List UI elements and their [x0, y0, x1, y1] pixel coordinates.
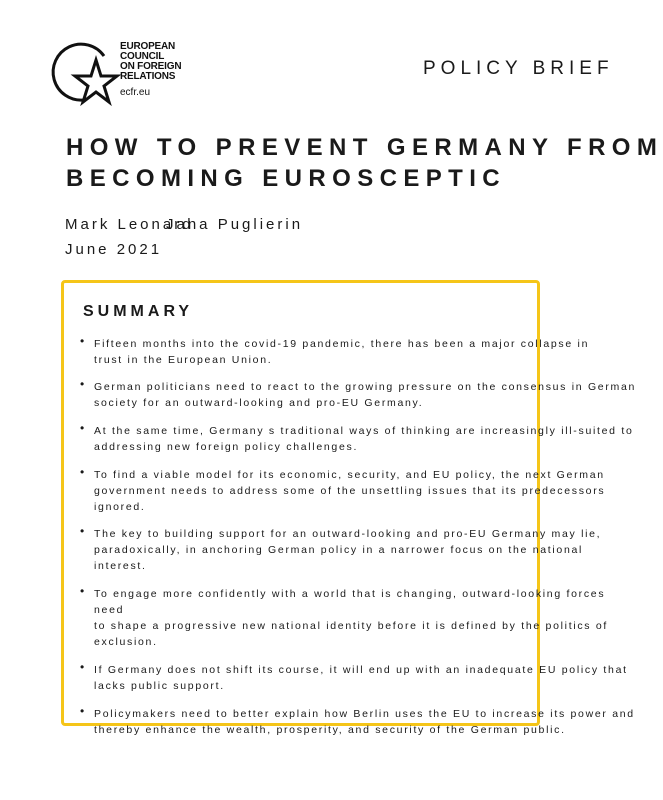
author-name: Mark Leonard: [65, 216, 194, 233]
summary-item-text: German politicians need to react to the growing pressure on the consensus in German society for an outward-looking and pro-EU Germany.: [94, 381, 637, 409]
bullet-icon: •: [80, 660, 86, 674]
summary-item-text: If Germany does not shift its course, it will end up with an inadequate EU policy that lacks public support.: [94, 664, 628, 692]
bullet-icon: •: [80, 524, 86, 538]
summary-item: [78, 379, 638, 411]
bullet-icon: •: [80, 334, 86, 348]
logo-line: RELATIONS: [120, 71, 176, 82]
summary-item-text: To engage more confidently with a world that is changing, outward-looking forces need to shape a progressive new national identity before it is defined by the politics of exclusion.: [94, 588, 609, 648]
ecfr-logo: [54, 36, 204, 106]
bullet-icon: •: [80, 704, 86, 718]
summary-item: [78, 467, 638, 515]
summary-item-text: The key to building support for an outward-looking and pro-EU Germany may lie, paradoxically, in anchoring German policy in a narrower focus on the national interest.: [94, 528, 602, 572]
title-line-2: BECOMING EUROSCEPTIC: [66, 165, 507, 192]
summary-heading: SUMMARY: [83, 303, 194, 320]
logo-line: ON FOREIGN: [120, 61, 182, 72]
summary-item: [78, 526, 638, 574]
summary-box: [61, 280, 637, 736]
logo-line: COUNCIL: [120, 51, 165, 62]
author-name: Jana Puglierin: [166, 216, 304, 233]
bullet-icon: •: [80, 377, 86, 391]
publication-date: June 2021: [65, 241, 163, 258]
summary-item: [78, 336, 638, 368]
title-line-1: HOW TO PREVENT GERMANY FROM: [66, 134, 663, 161]
summary-list: [78, 336, 638, 738]
summary-item: [78, 586, 638, 650]
bullet-icon: •: [80, 421, 86, 435]
summary-item-text: Fifteen months into the covid-19 pandemic, there has been a major collapse in trust in the European Union.: [94, 338, 590, 366]
summary-item: [78, 423, 638, 455]
page-title: [66, 132, 663, 194]
summary-item: [78, 662, 638, 694]
summary-item-text: Policymakers need to better explain how Berlin uses the EU to increase its power and thereby enhance the wealth, prosperity, and security of the German public.: [94, 708, 635, 736]
summary-item-text: At the same time, Germany s traditional ways of thinking are increasingly ill-suited to addressing new foreign policy challenges.: [94, 425, 634, 453]
bullet-icon: •: [80, 465, 86, 479]
star-circle-icon: [54, 36, 118, 106]
summary-item: [78, 706, 638, 738]
summary-item-text: To find a viable model for its economic, security, and EU policy, the next German government needs to address some of the unsettling issues that its predecessors ignored.: [94, 469, 606, 513]
logo-wordmark: [120, 42, 181, 82]
document-type: POLICY BRIEF: [423, 58, 614, 79]
authors: [65, 216, 365, 236]
bullet-icon: •: [80, 584, 86, 598]
logo-line: EUROPEAN: [120, 41, 176, 52]
logo-url: ecfr.eu: [120, 87, 151, 98]
